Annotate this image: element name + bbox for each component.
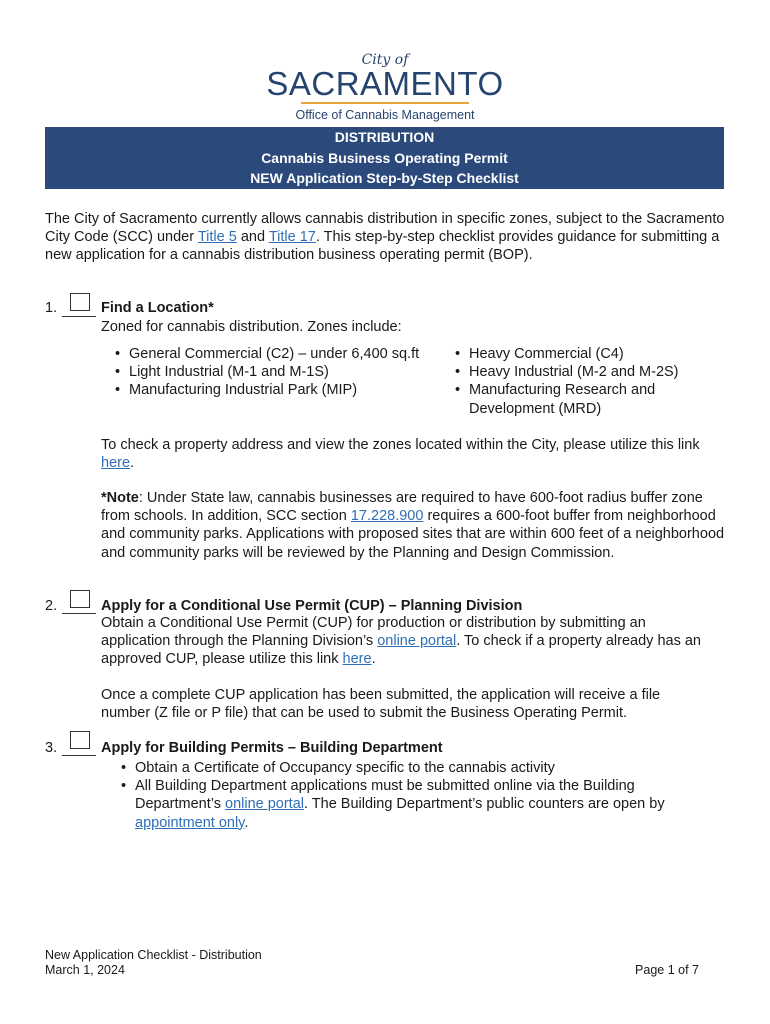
building-text-2: . The Building Department’s public counters are open by bbox=[304, 796, 665, 813]
step-3-number: 3. bbox=[45, 740, 58, 756]
building-text-end: . bbox=[244, 814, 249, 831]
intro-paragraph bbox=[45, 210, 725, 265]
logo-city-of: City of bbox=[361, 52, 409, 68]
zones-list-left bbox=[113, 345, 453, 400]
banner-checklist-title: NEW Application Step-by-Step Checklist bbox=[250, 170, 519, 186]
scc-section-link[interactable]: 17.228.900 bbox=[350, 508, 424, 525]
step-1-checkbox[interactable] bbox=[70, 293, 90, 311]
logo-office-name: Office of Cannabis Management bbox=[295, 108, 475, 122]
note-label: *Note bbox=[101, 490, 139, 506]
list-item: • Manufacturing Research and Development (MRD) bbox=[453, 381, 698, 417]
banner-title: DISTRIBUTION bbox=[334, 129, 435, 145]
cup-file-paragraph: Once a complete CUP application has been submitted, the application will receive a file number (Z file or P file) that can be used to submit the Business Operating Permit. bbox=[101, 687, 661, 722]
zone-check-paragraph bbox=[101, 436, 711, 472]
list-item: • Heavy Commercial (C4) bbox=[453, 345, 698, 363]
footer-doc-title: New Application Checklist - Distribution bbox=[45, 948, 262, 962]
zones-intro: Zoned for cannabis distribution. Zones include: bbox=[101, 319, 402, 335]
planning-portal-link[interactable]: online portal bbox=[377, 633, 457, 650]
intro-text-1: The City of Sacramento currently allows cannabis distribution in specific zones, subject to the Sacramento City Code (SCC) under bbox=[45, 211, 725, 246]
note-paragraph bbox=[101, 489, 726, 562]
note-text-1: : Under State law, cannabis businesses are required to have 600-foot radius buffer zone from schools. In addition, SCC section bbox=[101, 490, 703, 525]
list-item: • Manufacturing Industrial Park (MIP) bbox=[113, 381, 453, 399]
cup-paragraph bbox=[101, 614, 716, 669]
step-2-title: Apply for a Conditional Use Permit (CUP) – Planning Division bbox=[101, 598, 523, 614]
banner-subtitle: Cannabis Business Operating Permit bbox=[261, 149, 508, 166]
zone-check-text: To check a property address and view the zones located within the City, please utilize this link bbox=[101, 437, 700, 453]
building-text-1: All Building Department applications must be submitted online via the Building Department’s bbox=[135, 778, 635, 813]
intro-and: and bbox=[236, 229, 269, 246]
step-1-number: 1. bbox=[45, 300, 58, 316]
note-text-2: requires a 600-foot buffer from neighborhood and community parks. Applications with proposed sites that are within 600 feet of a neighborhood and community parks will be reviewed by the Planning and Design Commission. bbox=[101, 508, 725, 561]
footer-date: March 1, 2024 bbox=[45, 963, 125, 977]
list-item: • Heavy Industrial (M-2 and M-2S) bbox=[453, 363, 698, 381]
appointment-link[interactable]: appointment only bbox=[135, 814, 245, 831]
page-number: Page 1 of 7 bbox=[635, 963, 699, 977]
step-3-title: Apply for Building Permits – Building Department bbox=[101, 740, 443, 756]
step-3-underline bbox=[62, 755, 96, 756]
city-logo bbox=[0, 52, 770, 122]
zones-list-right bbox=[453, 345, 698, 418]
header-banner bbox=[45, 127, 724, 189]
step-1-underline bbox=[62, 316, 96, 317]
footer-doc-info bbox=[45, 948, 262, 978]
list-item: • General Commercial (C2) – under 6,400 sq.ft bbox=[113, 345, 453, 363]
list-item bbox=[119, 777, 699, 832]
title-5-link[interactable]: Title 5 bbox=[197, 229, 237, 246]
building-permit-list bbox=[119, 759, 699, 832]
step-2-number: 2. bbox=[45, 598, 58, 614]
step-3-checkbox[interactable] bbox=[70, 731, 90, 749]
list-item: • Light Industrial (M-1 and M-1S) bbox=[113, 363, 453, 381]
cup-text-2: . To check if a property already has an approved CUP, please utilize this link bbox=[101, 633, 701, 668]
step-1-title: Find a Location* bbox=[101, 300, 214, 316]
logo-divider bbox=[301, 102, 469, 104]
intro-text-2: . This step-by-step checklist provides guidance for submitting a new application for a cannabis distribution business operating permit (BOP). bbox=[45, 229, 720, 264]
title-17-link[interactable]: Title 17 bbox=[268, 229, 316, 246]
cup-text-1: Obtain a Conditional Use Permit (CUP) for production or distribution by submitting an application through the Planning Division’s bbox=[101, 615, 646, 650]
step-2-checkbox[interactable] bbox=[70, 590, 90, 608]
zone-check-end: . bbox=[130, 455, 135, 472]
zoning-map-link[interactable]: here bbox=[101, 455, 131, 472]
step-2-underline bbox=[62, 613, 96, 614]
cup-text-end: . bbox=[371, 651, 376, 668]
list-item: • Obtain a Certificate of Occupancy specific to the cannabis activity bbox=[119, 759, 699, 777]
logo-city-name: SACRAMENTO bbox=[266, 65, 504, 102]
building-portal-link[interactable]: online portal bbox=[225, 796, 304, 813]
cup-lookup-link[interactable]: here bbox=[342, 651, 372, 668]
